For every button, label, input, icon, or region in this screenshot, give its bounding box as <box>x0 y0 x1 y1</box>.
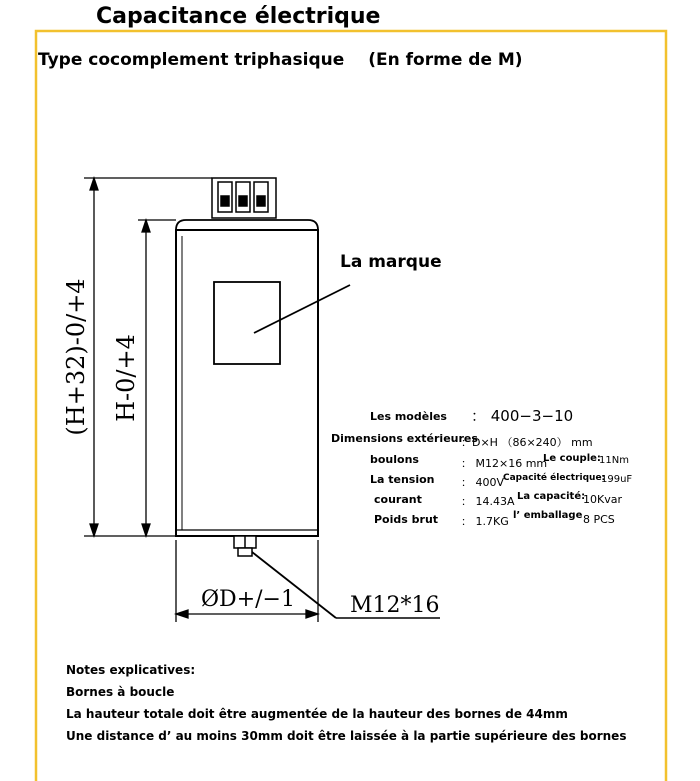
spec-bolts-label: boulons <box>370 453 419 466</box>
spec-capacity-value: 10Kvar <box>583 493 622 506</box>
spec-cap-elec-value: 199uF <box>601 474 633 485</box>
notes-line-3: Une distance d’ au moins 30mm doit être laissée à la partie supérieure des bornes <box>66 729 627 743</box>
spec-packing-label: l’ emballage <box>513 510 583 521</box>
spec-weight-value: ： 1.7KG <box>461 515 509 528</box>
spec-weight-label: Poids brut <box>374 513 439 526</box>
subtitle-note: (En forme de M) <box>368 50 523 70</box>
spec-outer-dims-value: ：D×H （86×240） mm <box>461 436 593 449</box>
spec-torque-value: 11Nm <box>599 455 629 466</box>
spec-cap-elec-label: Capacité électrique: <box>503 473 606 483</box>
notes-line-2: La hauteur totale doit être augmentée de la hauteur des bornes de 44mm <box>66 707 568 721</box>
terminal-block <box>212 178 276 218</box>
notes-heading: Notes explicatives: <box>66 663 196 677</box>
brand-label: La marque <box>340 252 442 272</box>
notes-line-1: Bornes à boucle <box>66 685 175 699</box>
spec-model-label: Les modèles <box>370 410 447 423</box>
capacitor-body <box>176 230 318 536</box>
spec-packing-value: 8 PCS <box>583 513 615 526</box>
capacitor-cap <box>176 220 318 230</box>
spec-voltage-label: La tension <box>370 473 435 486</box>
spec-current-label: courant <box>374 493 422 506</box>
notes-section <box>66 659 626 747</box>
spec-voltage-value: ： 400V <box>461 476 505 489</box>
spec-model-value: ： 400−3−10 <box>471 407 574 425</box>
spec-capacity-label: La capacité: <box>517 491 586 502</box>
spec-bolts-value: ： M12×16 mm <box>461 457 548 470</box>
diameter-label: ØD+/−1 <box>201 587 295 612</box>
spec-outer-dims-label: Dimensions extérieures <box>331 432 478 445</box>
total-height-label: (H+32)-0/+4 <box>62 278 90 436</box>
spec-torque-label: Le couple: <box>543 453 601 464</box>
body-height-label: H-0/+4 <box>112 334 140 422</box>
subtitle-type: Type cocomplement triphasique <box>38 50 345 70</box>
page-title: Capacitance électrique <box>96 4 381 29</box>
spec-current-value: ： 14.43A <box>461 495 515 508</box>
body-height-dimension <box>138 220 176 536</box>
bolt-label: M12*16 <box>350 593 440 618</box>
